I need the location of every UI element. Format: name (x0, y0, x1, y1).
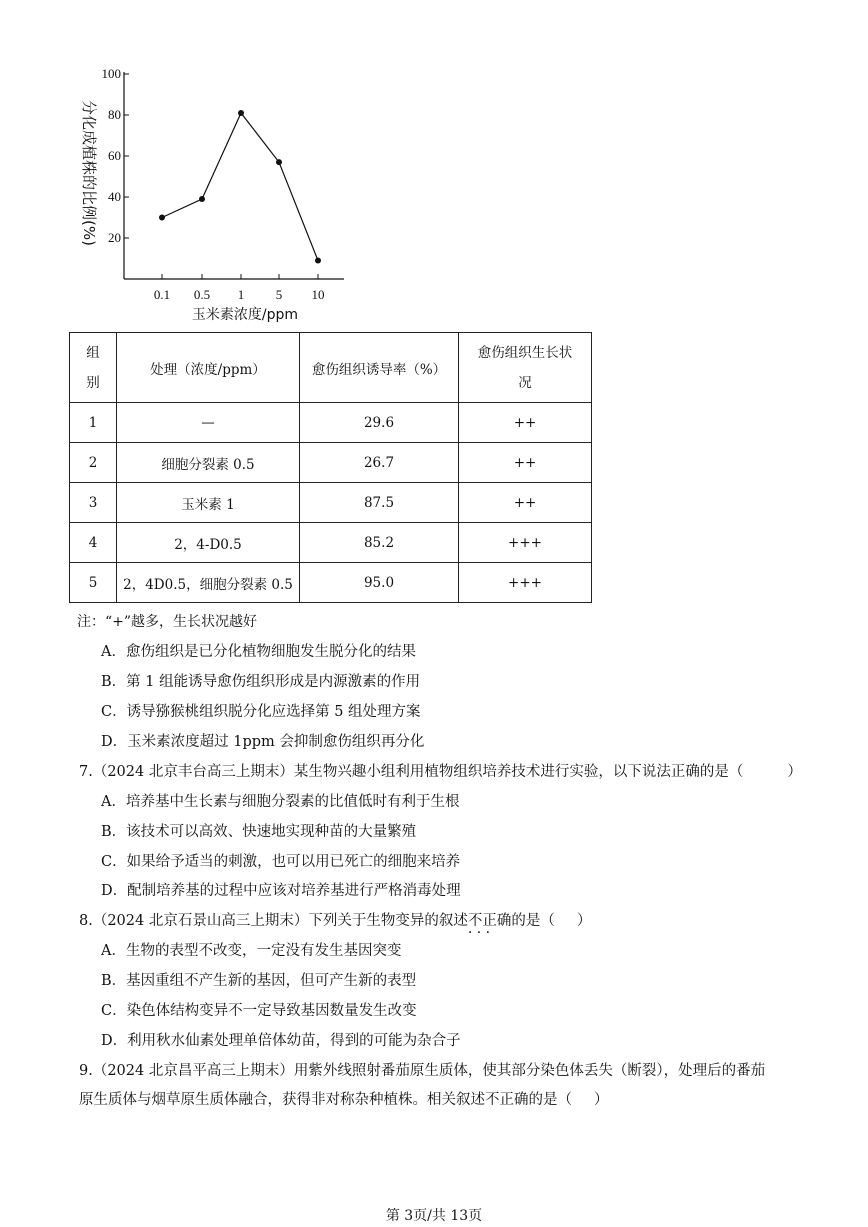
q7-stem-end: ） (787, 764, 802, 780)
table-cell: 85.2 (300, 523, 459, 563)
table-cell: 4 (70, 523, 117, 563)
table-note: 注：“+”越多，生长状况越好 (77, 614, 258, 630)
table-cell: ++ (459, 483, 592, 523)
data-point (159, 215, 165, 221)
y-axis-label: 分化成植株的比例(%) (80, 100, 98, 246)
q8-stem-text: 8.（2024 北京石景山高三上期末）下列关于生物变异的叙述 (79, 913, 468, 929)
q8-stem (79, 909, 591, 930)
header-growth (459, 333, 592, 403)
q8-stem-text-b: 的是（ (511, 913, 555, 929)
q9-stem-end: ） (594, 1092, 609, 1108)
q7-option-a: A．培养基中生长素与细胞分裂素的比值低时有利于生根 (101, 794, 460, 810)
table-row (70, 523, 592, 563)
x-tick-label: 0.1 (153, 287, 171, 302)
table-cell: 2 (70, 443, 117, 483)
q6-option-d: D．玉米素浓度超过 1ppm 会抑制愈伤组织再分化 (101, 734, 425, 750)
x-tick-label: 1 (237, 287, 245, 302)
x-tick-label: 10 (311, 287, 325, 302)
header-growth-line1: 愈伤组织生长状 (477, 344, 573, 361)
data-point (238, 110, 244, 116)
q6-option-b: B．第 1 组能诱导愈伤组织形成是内源激素的作用 (101, 674, 421, 690)
q8-option-b: B．基因重组不产生新的基因，但可产生新的表型 (101, 973, 417, 989)
header-group-line2: 别 (86, 374, 100, 391)
table-cell: 3 (70, 483, 117, 523)
table-cell: — (117, 403, 300, 443)
q8-stem-end: ） (576, 913, 592, 929)
table-cell: 细胞分裂素 0.5 (117, 443, 300, 483)
q7-option-d: D．配制培养基的过程中应该对培养基进行严格消毒处理 (101, 883, 461, 899)
table-cell: 1 (70, 403, 117, 443)
q7-stem-text: 7.（2024 北京丰台高三上期末）某生物兴趣小组利用植物组织培养技术进行实验，以下说法正确的是（ (79, 764, 744, 780)
header-treatment: 处理（浓度/ppm） (117, 333, 300, 403)
data-table (69, 332, 592, 603)
table-cell: ++ (459, 403, 592, 443)
header-induction-rate: 愈伤组织诱导率（%） (300, 333, 459, 403)
y-tick-label: 100 (101, 66, 121, 81)
q8-option-c: C．染色体结构变异不一定导致基因数量发生改变 (101, 1003, 417, 1019)
table-cell: 2，4D0.5，细胞分裂素 0.5 (117, 563, 300, 603)
line-chart (78, 58, 368, 323)
table-row (70, 563, 592, 603)
table-cell: 玉米素 1 (117, 483, 300, 523)
header-group-line1: 组 (86, 344, 100, 361)
table-cell: 95.0 (300, 563, 459, 603)
y-tick-label: 60 (108, 148, 121, 163)
table-cell: 29.6 (300, 403, 459, 443)
header-group (70, 333, 117, 403)
y-tick-label: 20 (108, 230, 121, 245)
data-point (199, 196, 205, 202)
q9-stem-line2 (79, 1088, 609, 1109)
table-cell: 87.5 (300, 483, 459, 523)
series-line (162, 113, 318, 261)
q9-stem-text: 原生质体与烟草原生质体融合，获得非对称杂种植株。相关叙述不正确的是（ (79, 1092, 572, 1108)
q8-option-d: D．利用秋水仙素处理单倍体幼苗，得到的可能为杂合子 (101, 1033, 461, 1049)
q8-option-a: A．生物的表型不改变，一定没有发生基因突变 (101, 943, 402, 959)
y-tick-label: 40 (108, 189, 121, 204)
q9-stem-line1: 9.（2024 北京昌平高三上期末）用紫外线照射番茄原生质体，使其部分染色体丢失（断裂），处理后的番茄 (79, 1063, 766, 1079)
table-row (70, 483, 592, 523)
x-axis-label: 玉米素浓度/ppm (191, 307, 299, 323)
data-point (315, 258, 321, 264)
table-cell: 2，4-D0.5 (117, 523, 300, 563)
table-row (70, 443, 592, 483)
data-point (276, 159, 282, 165)
header-growth-line2: 况 (518, 374, 532, 391)
x-tick-label: 5 (275, 287, 283, 302)
table-cell: 26.7 (300, 443, 459, 483)
table-row (70, 403, 592, 443)
page-footer: 第 3页/共 13页 (385, 1208, 483, 1224)
table-cell: 5 (70, 563, 117, 603)
table-header-row (70, 333, 592, 403)
q7-option-b: B．该技术可以高效、快速地实现种苗的大量繁殖 (101, 824, 417, 840)
q6-option-a: A．愈伤组织是已分化植物细胞发生脱分化的结果 (101, 644, 416, 660)
y-tick-label: 80 (108, 107, 121, 122)
chart-svg (78, 58, 368, 323)
table-cell: +++ (459, 563, 592, 603)
q7-stem (79, 760, 802, 781)
q6-option-c: C．诱导猕猴桃组织脱分化应选择第 5 组处理方案 (101, 704, 421, 720)
q7-option-c: C．如果给予适当的刺激，也可以用已死亡的细胞来培养 (101, 854, 461, 870)
x-tick-label: 0.5 (193, 287, 211, 302)
table-cell: ++ (459, 443, 592, 483)
table-cell: +++ (459, 523, 592, 563)
q8-emphasis: 不正确 · · · (468, 913, 512, 929)
